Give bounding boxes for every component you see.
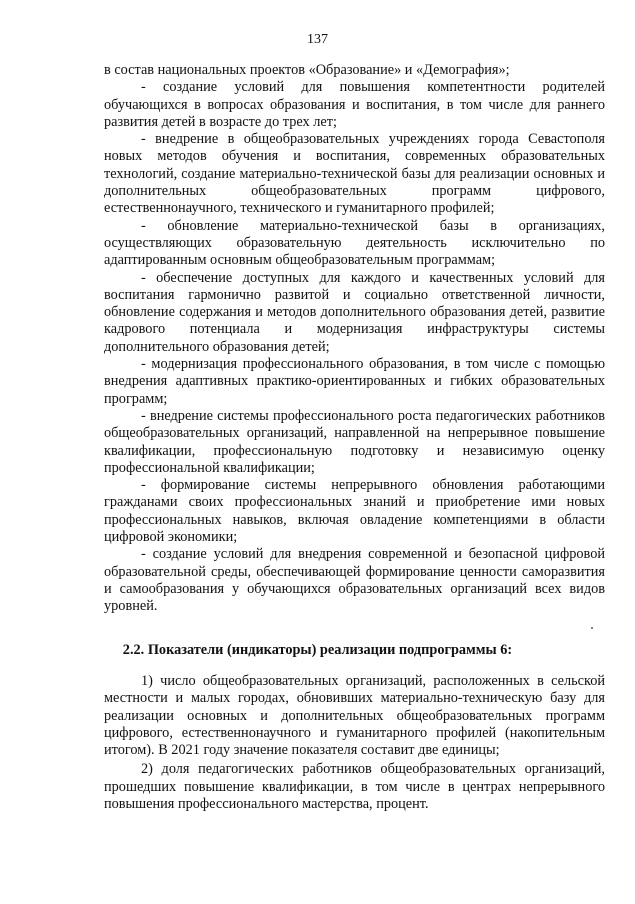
page-number: 137 [307,32,328,47]
indicators-list [104,673,605,813]
list-item: - модернизация профессионального образования, в том числе с помощью внедрения адаптивных практико-ориентированных и гибких образовательных программ; [104,356,605,407]
list-item: - обновление материально-технической базы в организациях, осуществляющих образовательную деятельность исключительно по адаптированным основным общеобразовательным программам; [104,217,605,269]
list-item: - внедрение в общеобразовательных учреждениях города Севастополя новых методов обучения и воспитания, современных образовательных технологий, создание материально-технической базы для реализации основных и дополнительных общеобразовательных программ цифрового, естественнонаучного, технического и гуманитарного профилей; [104,131,605,217]
indicator-item: 2) доля педагогических работников общеобразовательных организаций, прошедших повышение квалификации, в том числе в центрах непрерывного повышения профессионального мастерства, процент. [104,761,605,813]
list-item: - внедрение системы профессионального роста педагогических работников общеобразовательных организаций, направленной на непрерывное повышение квалификации, профессиональную подготовку и независимую оценку профессиональной квалификации; [104,407,605,476]
list-item: - формирование системы непрерывного обновления работающими гражданами своих профессиональных знаний и приобретение ими новых профессиональных навыков, включая овладение компетенциями в области цифровой экономики; [104,477,605,546]
list-item: - создание условий для повышения компетентности родителей обучающихся в вопросах образования и воспитания, в том числе для раннего развития детей в возрасте до трех лет; [104,79,605,130]
list-item: - обеспечение доступных для каждого и качественных условий для воспитания гармонично развитой и социально ответственной личности, обновление содержания и методов дополнительного образования детей, развитие кадрового потенциала и модернизация инфраструктуры системы дополнительного образования детей; [104,269,605,355]
scan-speck [591,627,593,629]
measures-list [104,62,605,616]
measures-list-continuation: в состав национальных проектов «Образование» и «Демография»; [104,62,510,78]
list-item: - создание условий для внедрения современной и безопасной цифровой образовательной среды, обеспечивающей формирование ценности саморазвития и самообразования у обучающихся образовательных организаций всех видов уровней. [104,546,605,615]
indicator-item: 1) число общеобразовательных организаций, расположенных в сельской местности и малых городах, обновивших материально-техническую базу для реализации основных и дополнительных общеобразовательных программ цифрового, естественнонаучного и гуманитарного профилей (накопительным итогом). В 2021 году значение показателя составит две единицы; [104,673,605,759]
section-heading: 2.2. Показатели (индикаторы) реализации подпрограммы 6: [122,642,513,658]
